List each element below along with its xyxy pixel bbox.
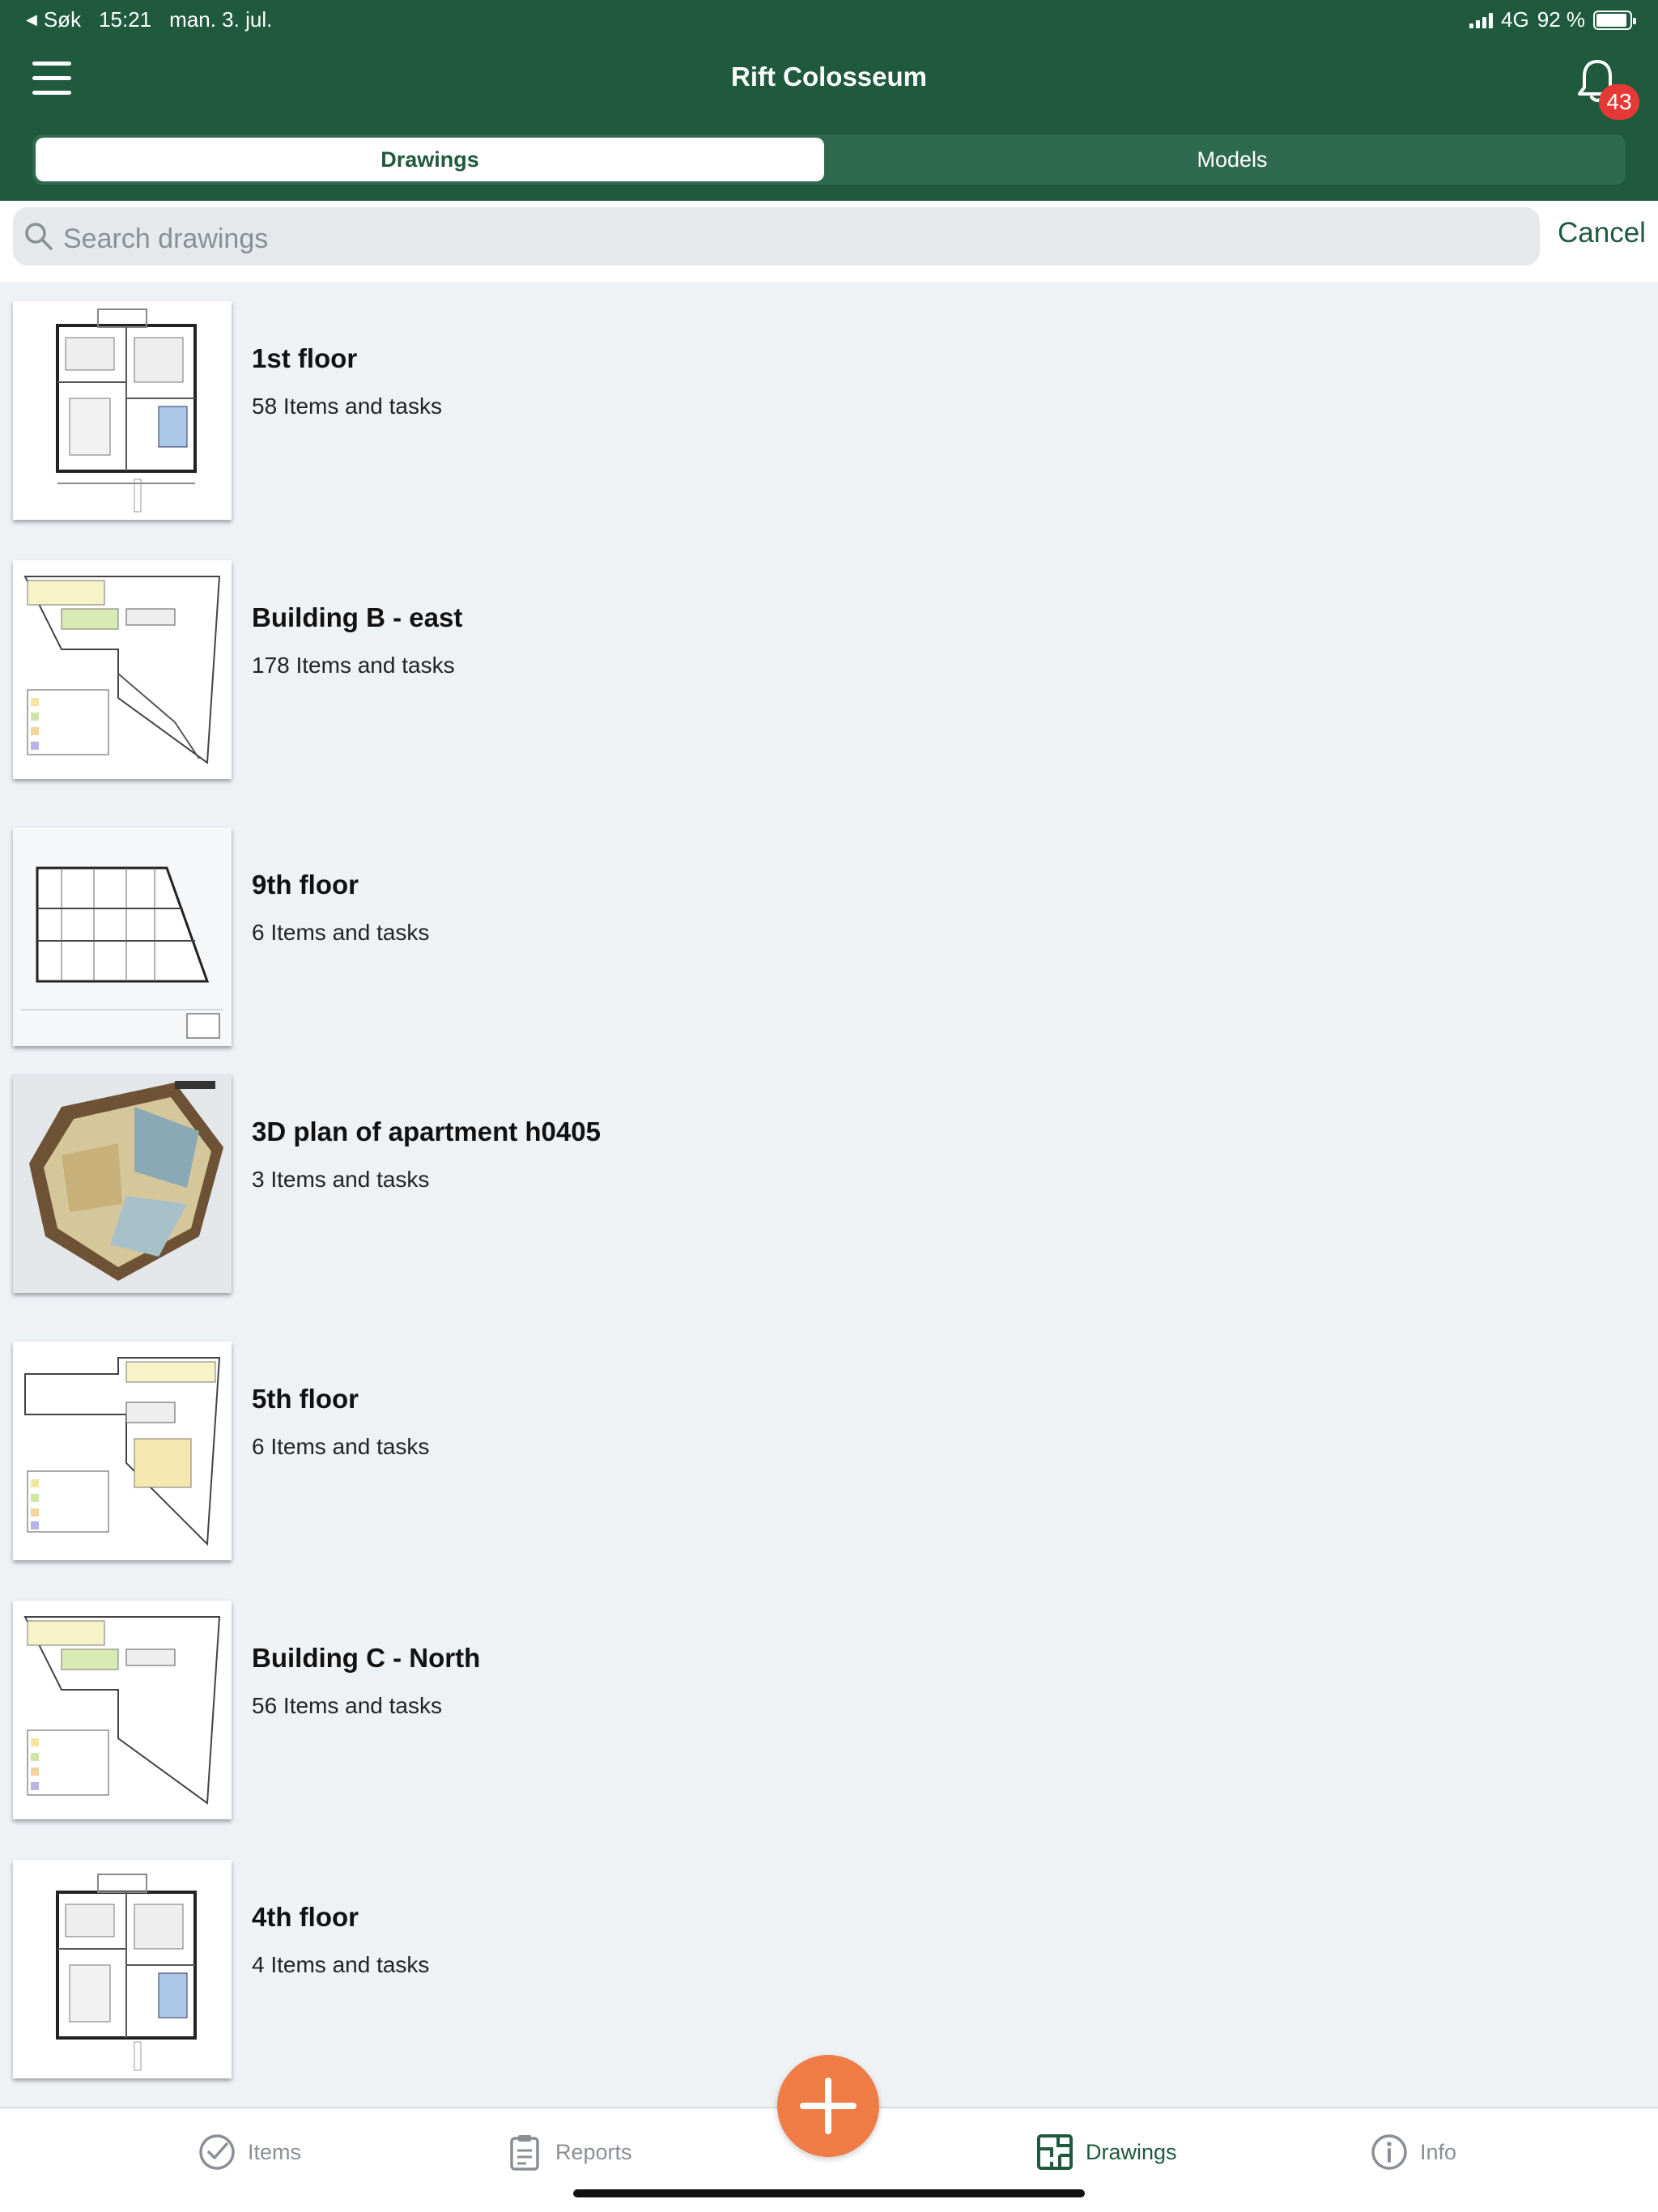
status-right xyxy=(1469,7,1632,32)
drawing-item-count: 58 Items and tasks xyxy=(252,393,443,419)
tab-items-label: Items xyxy=(248,2139,302,2164)
drawing-thumbnail xyxy=(13,301,232,520)
drawing-title: 9th floor xyxy=(252,870,359,900)
drawing-item-count: 56 Items and tasks xyxy=(252,1693,443,1718)
drawing-title: 5th floor xyxy=(252,1384,359,1414)
floor-plan-thumbnail-icon xyxy=(13,1860,232,2078)
status-time: 15:21 xyxy=(99,7,152,32)
app-header xyxy=(0,0,1658,201)
drawing-thumbnail xyxy=(13,560,232,779)
drawing-thumbnail xyxy=(13,1860,232,2078)
clipboard-icon xyxy=(505,2133,544,2172)
drawing-title: 3D plan of apartment h0405 xyxy=(252,1117,601,1146)
drawing-thumbnail xyxy=(13,1342,232,1560)
tab-info-label: Info xyxy=(1420,2139,1457,2164)
drawing-row-building-b-east[interactable] xyxy=(0,541,1658,800)
drawing-row-building-c-north[interactable] xyxy=(0,1581,1658,1840)
drawing-row-1st-floor[interactable] xyxy=(0,282,1658,541)
site-plan-thumbnail-icon xyxy=(13,560,232,779)
drawing-item-count: 6 Items and tasks xyxy=(252,920,430,945)
info-circle-icon xyxy=(1370,2133,1409,2172)
drawing-title: Building B - east xyxy=(252,602,463,632)
battery-icon xyxy=(1593,11,1632,30)
back-to-app-label[interactable]: Søk xyxy=(43,7,82,32)
drawing-item-count: 4 Items and tasks xyxy=(252,1952,430,1977)
nav-bar xyxy=(0,39,1658,120)
check-circle-icon xyxy=(198,2133,236,2172)
magnifier-icon xyxy=(23,220,55,253)
drawing-row-3d-plan[interactable] xyxy=(0,1055,1658,1314)
add-button[interactable] xyxy=(777,2055,879,2157)
tab-reports[interactable] xyxy=(505,2129,632,2175)
segment-models[interactable]: Models xyxy=(1197,147,1268,172)
tab-drawings[interactable] xyxy=(1035,2129,1177,2175)
drawing-thumbnail xyxy=(13,827,232,1046)
drawing-title: 1st floor xyxy=(252,343,358,373)
view-segmented-control xyxy=(32,134,1626,185)
drawing-item-count: 178 Items and tasks xyxy=(252,653,455,678)
drawing-item-count: 3 Items and tasks xyxy=(252,1167,430,1192)
status-date: man. 3. jul. xyxy=(169,7,273,32)
home-indicator xyxy=(573,2189,1085,2197)
site-plan-thumbnail-icon xyxy=(13,1601,232,1819)
cellular-signal-icon xyxy=(1469,12,1493,28)
drawing-title: 4th floor xyxy=(252,1902,359,1932)
3d-apartment-thumbnail-icon xyxy=(13,1074,232,1293)
floorplan-icon xyxy=(1035,2133,1074,2172)
drawing-thumbnail xyxy=(13,1074,232,1293)
cancel-button[interactable]: Cancel xyxy=(1558,217,1646,249)
floor-plan-thumbnail-icon xyxy=(13,827,232,1046)
tab-items[interactable] xyxy=(198,2129,301,2175)
search-placeholder: Search drawings xyxy=(63,223,269,254)
search-bar xyxy=(0,201,1658,282)
drawing-row-5th-floor[interactable] xyxy=(0,1322,1658,1581)
tab-info[interactable] xyxy=(1370,2129,1456,2175)
site-plan-thumbnail-icon xyxy=(13,1342,232,1560)
back-triangle-icon[interactable]: ◀ xyxy=(26,11,37,28)
search-input[interactable] xyxy=(13,207,1540,266)
page-title: Rift Colosseum xyxy=(730,62,928,91)
status-bar xyxy=(0,0,1658,39)
segment-drawings[interactable]: Drawings xyxy=(36,138,824,181)
battery-percent: 92 % xyxy=(1537,7,1585,32)
drawing-thumbnail xyxy=(13,1601,232,1819)
notification-badge[interactable]: 43 xyxy=(1599,84,1639,120)
status-left xyxy=(26,7,272,32)
drawing-row-9th-floor[interactable] xyxy=(0,808,1658,1067)
network-type: 4G xyxy=(1501,7,1529,32)
drawing-title: Building C - North xyxy=(252,1643,481,1673)
tab-reports-label: Reports xyxy=(555,2139,632,2164)
tab-drawings-label: Drawings xyxy=(1086,2139,1177,2164)
drawing-item-count: 6 Items and tasks xyxy=(252,1434,430,1459)
floor-plan-thumbnail-icon xyxy=(13,301,232,520)
